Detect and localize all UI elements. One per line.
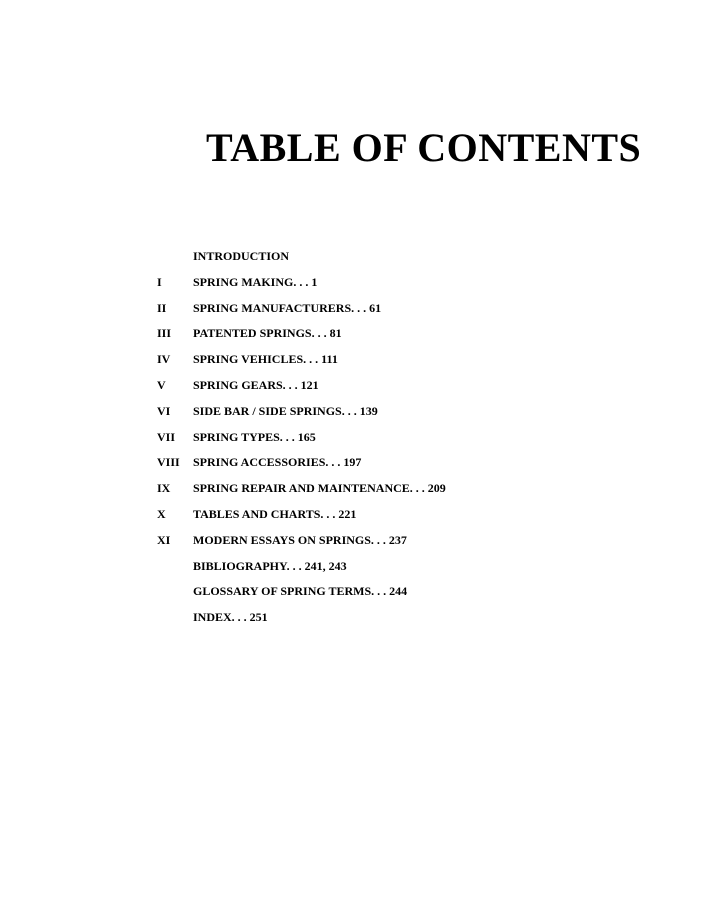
toc-list bbox=[0, 248, 708, 635]
chapter-title: GLOSSARY OF SPRING TERMS. . . 244 bbox=[193, 584, 408, 599]
toc-entry-chapter-8 bbox=[0, 454, 708, 480]
chapter-title: SPRING MANUFACTURERS. . . 61 bbox=[193, 300, 382, 315]
toc-entry-chapter-2 bbox=[0, 300, 708, 326]
toc-entry-index bbox=[0, 609, 708, 635]
chapter-title: BIBLIOGRAPHY. . . 241, 243 bbox=[193, 558, 347, 573]
chapter-number: I bbox=[157, 274, 162, 289]
chapter-title: SIDE BAR / SIDE SPRINGS. . . 139 bbox=[193, 403, 378, 418]
chapter-title: MODERN ESSAYS ON SPRINGS. . . 237 bbox=[193, 532, 407, 547]
chapter-number: VI bbox=[157, 403, 171, 418]
chapter-title: INTRODUCTION bbox=[193, 249, 290, 263]
toc-entry-glossary bbox=[0, 583, 708, 609]
chapter-title: PATENTED SPRINGS. . . 81 bbox=[193, 326, 342, 341]
chapter-number: X bbox=[157, 506, 166, 521]
toc-entry-chapter-3 bbox=[0, 325, 708, 351]
chapter-title: SPRING REPAIR AND MAINTENANCE. . . 209 bbox=[193, 481, 446, 496]
chapter-number: VII bbox=[157, 429, 176, 444]
chapter-title: SPRING MAKING. . . 1 bbox=[193, 274, 318, 289]
chapter-number: IV bbox=[157, 352, 171, 367]
toc-entry-chapter-6 bbox=[0, 403, 708, 429]
chapter-number: III bbox=[157, 326, 172, 341]
toc-entry-introduction bbox=[0, 248, 708, 274]
chapter-title: SPRING GEARS. . . 121 bbox=[193, 377, 319, 392]
toc-entry-chapter-4 bbox=[0, 351, 708, 377]
chapter-title: SPRING ACCESSORIES. . . 197 bbox=[193, 455, 362, 470]
chapter-title: SPRING TYPES. . . 165 bbox=[193, 429, 316, 444]
chapter-number: IX bbox=[157, 481, 171, 496]
toc-entry-chapter-1 bbox=[0, 274, 708, 300]
toc-entry-chapter-7 bbox=[0, 429, 708, 455]
chapter-number: V bbox=[157, 377, 166, 392]
toc-entry-chapter-11 bbox=[0, 532, 708, 558]
chapter-number: XI bbox=[157, 532, 171, 547]
chapter-title: SPRING VEHICLES. . . 111 bbox=[193, 352, 338, 367]
page-title: TABLE OF CONTENTS bbox=[206, 125, 642, 170]
chapter-title: INDEX. . . 251 bbox=[193, 610, 268, 625]
toc-entry-chapter-9 bbox=[0, 480, 708, 506]
chapter-number: VIII bbox=[157, 455, 180, 470]
chapter-number: II bbox=[157, 300, 167, 315]
toc-entry-chapter-5 bbox=[0, 377, 708, 403]
chapter-title: TABLES AND CHARTS. . . 221 bbox=[193, 506, 357, 521]
toc-entry-chapter-10 bbox=[0, 506, 708, 532]
toc-entry-bibliography bbox=[0, 558, 708, 584]
